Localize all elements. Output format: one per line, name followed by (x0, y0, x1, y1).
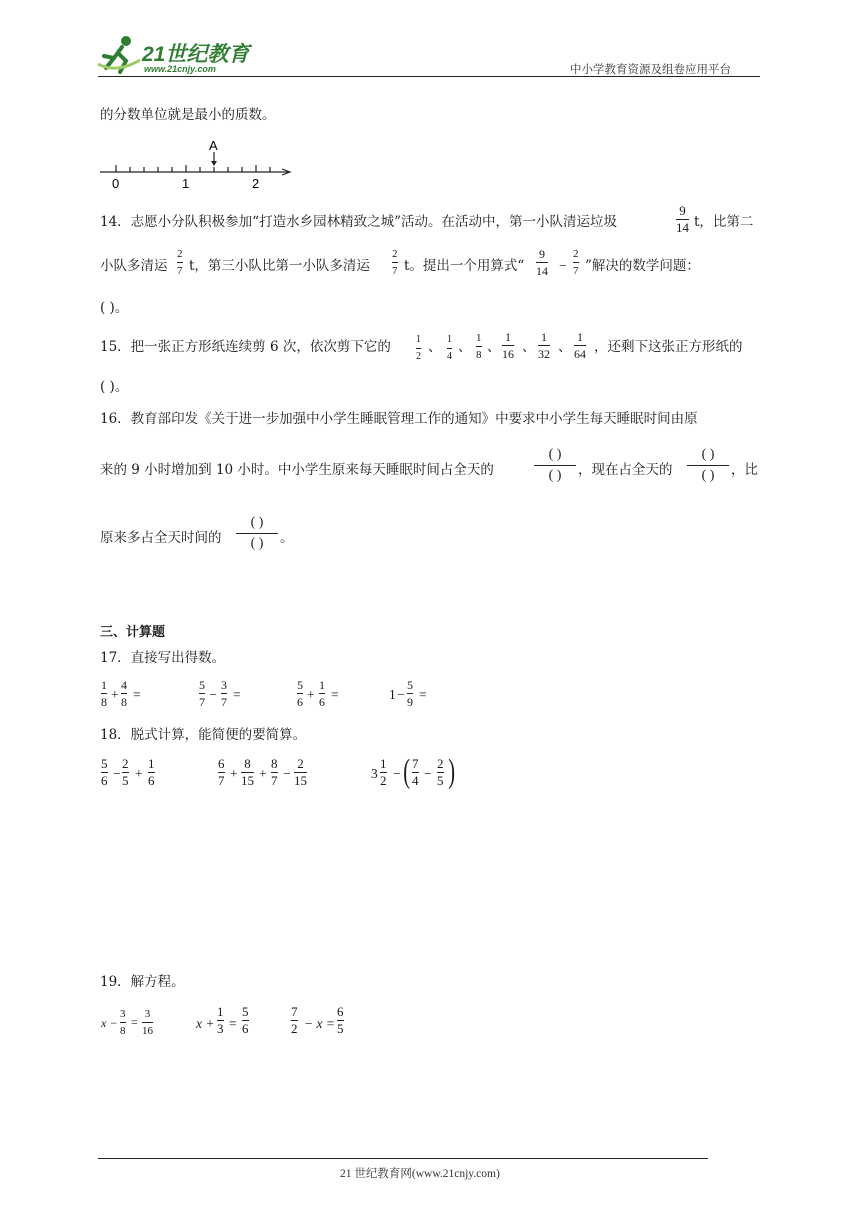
q19-e1-eq: = (131, 1015, 138, 1029)
q16-blank-frac-2: ( ) ( ) (687, 447, 729, 484)
q18-e3-inner-frac-2: 2 5 (437, 756, 444, 788)
q19-title: 19．解方程。 (100, 974, 185, 990)
q15-sep-3: 、 (487, 339, 501, 355)
q17-item4-eq: = (419, 687, 427, 702)
q19-e3-frac-b: 6 5 (337, 1004, 344, 1036)
q17-item3-frac-b: 1 6 (319, 678, 325, 709)
q18-e3-whole: 3 (371, 766, 378, 781)
q15-frac-1-32: 1 32 (538, 330, 550, 361)
header-right-text: 中小学教育资源及组卷应用平台 (570, 62, 731, 76)
q18-e2-frac-1: 6 7 (218, 756, 225, 788)
q17-title: 17．直接写出得数。 (100, 650, 226, 666)
q14-answer-blank: ( )。 (100, 300, 129, 316)
q19-e2-lhs: x + (196, 1016, 215, 1031)
q14-line2-c: t。提出一个用算式“ (404, 258, 525, 274)
q15-sep-5: 、 (558, 339, 572, 355)
point-a-label: A (209, 138, 218, 153)
q14-expr-minus: − (559, 258, 567, 273)
q14-line2-b: t，第三小队比第一小队多清运 (189, 258, 370, 274)
logo (96, 34, 266, 78)
q18-e2-op-3: − (283, 766, 291, 781)
q14-line2-d: ”解决的数学问题： (585, 258, 700, 274)
q18-e1-frac-1: 5 6 (101, 756, 108, 788)
q18-e2-op-1: + (230, 766, 238, 781)
number-line (96, 138, 296, 194)
q14-expr-frac-2-7: 2 7 (573, 248, 579, 277)
q16-line1: 16．教育部印发《关于进一步加强中小学生睡眠管理工作的通知》中要求中小学生每天睡眠时间由原 (100, 411, 698, 427)
q16-blank-frac-1: ( ) ( ) (534, 447, 576, 484)
q18-e3-frac: 1 2 (380, 756, 387, 788)
q19-e2-eq: = (229, 1016, 237, 1031)
q18-e2-frac-3: 8 7 (271, 756, 278, 788)
q18-e2-op-2: + (259, 766, 267, 781)
q17-item2-frac-a: 5 7 (199, 678, 205, 709)
q15-line1-tail: ，还剩下这张正方形纸的 (594, 339, 743, 355)
q17-item3-frac-a: 5 6 (297, 678, 303, 709)
q17-item4-frac-b: 5 9 (407, 678, 413, 709)
q14-line1: 14．志愿小分队积极参加“打造水乡园林精致之城”活动。在活动中，第一小队清运垃圾 (100, 214, 617, 230)
q14-frac-2-7-b: 2 7 (392, 248, 398, 277)
q18-e1-frac-3: 1 6 (148, 756, 155, 788)
q15-answer-blank: ( )。 (100, 379, 129, 395)
q19-e1-frac-a: 3 8 (120, 1008, 126, 1037)
q16-blank-frac-3: ( ) ( ) (236, 515, 278, 552)
q17-item2-frac-b: 3 7 (221, 678, 227, 709)
q18-e3-paren-left: ( (403, 753, 411, 790)
q15-frac-1-16: 1 16 (502, 330, 514, 361)
q15-frac-1-8: 1 8 (476, 332, 482, 361)
q16-line2-c: ，比 (731, 462, 758, 478)
q17-item1-op: + (111, 687, 119, 702)
q14-line1-tail: t，比第二 (694, 214, 754, 230)
logo-main-text: 21世纪教育 (142, 43, 250, 66)
section-3-title: 三、计算题 (100, 625, 166, 640)
q17-item3-op: + (307, 687, 315, 702)
q17-item3-eq: = (331, 687, 339, 702)
q17-item4-whole: 1 (389, 687, 396, 702)
q18-e3-inner-op: − (424, 766, 432, 781)
runner-icon (96, 34, 142, 76)
q19-e3-mid: − x = (304, 1016, 335, 1031)
q17-item1-frac-a: 1 8 (101, 678, 107, 709)
q15-line1: 15．把一张正方形纸连续剪 6 次，依次剪下它的 (100, 339, 391, 355)
q18-title: 18．脱式计算，能简便的要简算。 (100, 727, 307, 743)
q13-tail-text: 的分数单位就是最小的质数。 (100, 107, 276, 123)
q15-sep-2: 、 (458, 339, 472, 355)
q15-sep-1: 、 (428, 339, 442, 355)
q16-line2-b: ，现在占全天的 (578, 462, 673, 478)
q18-e1-op-1: − (113, 766, 121, 781)
q14-frac-9-14: 9 14 (676, 203, 689, 235)
q19-e1-lhs: x − (101, 1016, 118, 1030)
logo-url-text: www.21cnjy.com (144, 64, 216, 74)
q15-frac-1-4: 1 4 (447, 334, 452, 362)
q17-item2-op: − (209, 687, 217, 702)
q16-line3-b: 。 (280, 530, 294, 546)
q18-e3-inner-frac-1: 7 4 (412, 756, 419, 788)
q17-item1-frac-b: 4 8 (121, 678, 127, 709)
q15-sep-4: 、 (522, 339, 536, 355)
header (0, 0, 860, 80)
q18-e1-frac-2: 2 5 (122, 756, 129, 788)
tick-label-1: 1 (182, 176, 190, 191)
q18-e2-frac-4: 2 15 (294, 756, 307, 788)
q15-frac-1-2: 1 2 (416, 334, 421, 362)
q17-item1-eq: = (133, 687, 141, 702)
footer-text: 21 世纪教育网(www.21cnjy.com) (340, 1168, 500, 1180)
q14-frac-2-7-a: 2 7 (177, 248, 183, 277)
q18-e2-frac-2: 8 15 (241, 756, 254, 788)
q18-e3-paren-right: ) (448, 753, 456, 790)
q19-e2-frac-b: 5 6 (242, 1004, 249, 1036)
tick-label-0: 0 (112, 176, 120, 191)
q17-item4-op: − (397, 687, 405, 702)
q19-e3-frac-a: 7 2 (291, 1004, 298, 1036)
header-rule (98, 76, 760, 77)
q14-line2-a: 小队多清运 (100, 258, 168, 274)
q19-e1-frac-b: 3 16 (142, 1008, 153, 1037)
q18-e3-op: − (393, 766, 401, 781)
tick-label-2: 2 (252, 176, 260, 191)
q17-item2-eq: = (233, 687, 241, 702)
q18-e1-op-2: + (135, 766, 143, 781)
q16-line2-a: 来的 9 小时增加到 10 小时。中小学生原来每天睡眠时间占全天的 (100, 462, 494, 478)
q15-frac-1-64: 1 64 (574, 330, 586, 361)
q14-expr-frac-9-14: 9 14 (536, 247, 548, 278)
q19-e2-frac-a: 1 3 (217, 1004, 224, 1036)
q16-line3-a: 原来多占全天时间的 (100, 530, 222, 546)
footer-rule (98, 1158, 708, 1159)
